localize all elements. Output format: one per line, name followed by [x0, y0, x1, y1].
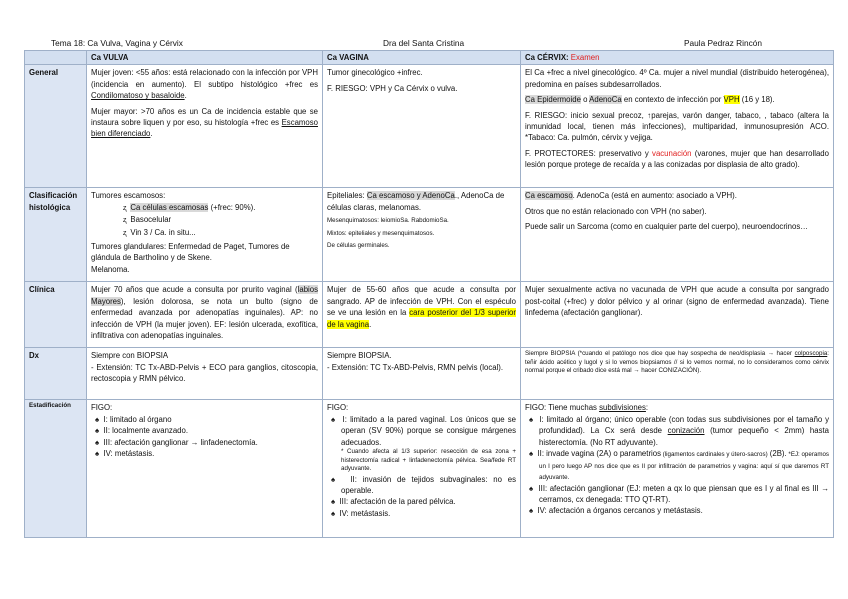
table-row-dx: [25, 348, 834, 400]
table-row-general: [25, 65, 834, 188]
cell-general-vulva: Mujer joven: <55 años: está relacionado con la infección por VPH (incidencia en aumento). El subtipo histológico +frec es Condilomatoso y basaloide. Mujer mayor: >70 años es un Ca de incidencia estable que se instaura sobre liquen y por eso, su histología +frec es Escamoso bien diferenciado.: [87, 65, 323, 188]
list-item: ♠ I: limitado a la pared vaginal. Los únicos que se operan (SV 90%) porque se consigue márgenes adecuados.: [331, 414, 516, 447]
list-item: ♠ IV: metástasis.: [331, 508, 391, 518]
cell-clinica-vulva: Mujer 70 años que acude a consulta por prurito vaginal (labios Mayores), lesión dolorosa, se nota un bulto (signo de enfermedad avanzada por adenopatías inguinales). AP: no infección de VPH (la mujer joven). EF: lesión ulcerada, exofítica, infiltrativa con adenopatías inguinales.: [87, 282, 323, 348]
cell-clinica-vagina: Mujer de 55-60 años que acude a consulta por sangrado. AP de infección de VPH. Con el espéculo se ve una lesión en la cara posterior del 1/3 superior de la vagina.: [323, 282, 521, 348]
column-header-vagina: Ca VAGINA: [323, 51, 521, 65]
list-item: ♠ II: invade vagina (2A) o parametrios (ligamentos cardinales y útero-sacros) (2B). *EJ: operamos un I pero luego AP nos dice que es II por infiltración de parametrios y vagina: aquí sí que daremos RT adyuvante.: [529, 449, 830, 482]
table-row-clasificacion: [25, 188, 834, 282]
row-label-clasificacion: Clasificación histológica: [25, 188, 87, 282]
cell-general-cervix: El Ca +frec a nivel ginecológico. 4º Ca. mujer a nivel mundial (distribuido heterogénea), predomina en países subdesarrollados. Ca Epidermoide o AdenoCa en contexto de infección por VPH (16 y 18). F. RIESGO: inicio sexual precoz, ↑parejas, varón danger, tabaco, , tabaco (altera la inmunidad local, tienen más infecciones), multiparidad, inmunosupresión ACO. *Tabaco: Ca. pulmón, cérvix y vejiga. F. PROTECTORES: preservativo y vacunación (varones, mujer que han desarrollado lesión porque protege de recaída y a las conizadas por displasia de alto grado).: [521, 65, 834, 188]
cell-dx-vulva: Siempre con BIOPSIA - Extensión: TC Tx-ABD-Pelvis + ECO para ganglios, citoscopia, rectoscopia y RMN pélvico.: [87, 348, 323, 400]
row-label-general: General: [25, 65, 87, 188]
exam-tag: Examen: [570, 53, 600, 62]
cell-estadificacion-cervix: FIGO: Tiene muchas subdivisiones: ♠ I: limitado al órgano; único operable (con todas sus subdivisiones por el tamaño y profundidad). La Cx será desde conización (tumor pequeño < 2mm) hasta histerectomía. (No RT adyuvante). ♠ II: invade vagina (2A) o parametrios (ligamentos cardinales y útero-sacros) (2B). *EJ: operamos un I pero luego AP nos dice que es II por infiltración de parametrios y vagina: aquí sí que daremos RT adyuvante. ♠ III: afectación ganglionar (EJ: meten a qx lo que piensan que es I y al final es III → cerramos, cx denegada: TTO QT-RT). ♠ IV: afectación a órganos cercanos y metástasis.: [521, 400, 834, 538]
list-item: ʐ Basocelular: [123, 215, 172, 225]
cell-clasificacion-vagina: Epiteliales: Ca escamoso y AdenoCa., AdenoCa de células claras, melanomas. Mesenquimatosos: leiomioSa. RabdomioSa. Mixtos: epiteliales y mesenquimatosos. De células germinales.: [323, 188, 521, 282]
row-label-estadificacion: Estadificación: [25, 400, 87, 538]
cell-general-vagina: Tumor ginecológico +infrec. F. RIESGO: VPH y Ca Cérvix o vulva.: [323, 65, 521, 188]
row-label-clinica: Clínica: [25, 282, 87, 348]
cell-estadificacion-vulva: FIGO: ♠ I: limitado al órgano ♠ II: localmente avanzado. ♠ III: afectación ganglionar → linfadenectomía. ♠ IV: metástasis.: [87, 400, 323, 538]
cell-clinica-cervix: Mujer sexualmente activa no vacunada de VPH que acude a consulta por sangrado post-coital (+frec) y dolor pélvico y al orinar (signo de enfermedad avanzada). Tiene linfedema (afectación ganglionar).: [521, 282, 834, 348]
table-row-clinica: [25, 282, 834, 348]
table-row-estadificacion: [25, 400, 834, 538]
list-item: ♠ III: afectación ganglionar (EJ: meten a qx lo que piensan que es I y al final es III → cerramos, cx denegada: TTO QT-RT).: [529, 483, 829, 504]
header-professor: Dra del Santa Cristina: [383, 38, 465, 48]
list-item: ♠ III: afectación de la pared pélvica.: [331, 497, 456, 507]
cell-dx-cervix: Siempre BIOPSIA (*cuando el patólogo nos dice que hay sospecha de neo/displasia → hacer colposcopia: teñir ácido acético y lugol y si lo vemos biopsiamos // si lo vemos normal, no lo consideramos como cérvix normal porque el cribado dice está mal → hacer CONIZACIÓN).: [521, 348, 834, 400]
list-item: ♠ IV: metástasis.: [95, 449, 155, 459]
list-item: ʐ Ca células escamosas (+frec: 90%).: [123, 202, 256, 212]
table-header-row: [25, 51, 834, 65]
column-header-vulva: Ca VULVA: [87, 51, 323, 65]
header-topic: Tema 18: Ca Vulva, Vagina y Cérvix: [51, 38, 183, 48]
row-label-dx: Dx: [25, 348, 87, 400]
comparison-table: [24, 50, 834, 538]
list-note: * Cuando afecta al 1/3 superior: resección de esa zona + histerectomía radical + linfadenectomía pélvica. Sea/fede RT adyuvante.: [341, 448, 516, 473]
list-item: ♠ II: invasión de tejidos subvaginales: no es operable.: [331, 474, 516, 495]
cell-dx-vagina: Siempre BIOPSIA. - Extensión: TC Tx-ABD-Pelvis, RMN pelvis (local).: [323, 348, 521, 400]
corner-cell: [25, 51, 87, 65]
cell-clasificacion-cervix: Ca escamoso. AdenoCa (está en aumento: asociado a VPH). Otros que no están relacionado con VPH (no saber). Puede salir un Sarcoma (como en cualquier parte del cuerpo), neuroendocrinos…: [521, 188, 834, 282]
header-author: Paula Pedraz Rincón: [684, 38, 762, 48]
list-item: ʐ Vin 3 / Ca. in situ...: [123, 227, 196, 237]
list-item: ♠ I: limitado al órgano: [95, 414, 172, 424]
column-header-cervix-label: Ca CÉRVIX:: [525, 53, 569, 62]
column-header-cervix: [521, 51, 834, 65]
list-item: ♠ IV: afectación a órganos cercanos y metástasis.: [529, 506, 703, 516]
list-item: ♠ III: afectación ganglionar → linfadenectomía.: [95, 437, 258, 447]
list-item: ♠ II: localmente avanzado.: [95, 426, 189, 436]
cell-estadificacion-vagina: FIGO: ♠ I: limitado a la pared vaginal. Los únicos que se operan (SV 90%) porque se consigue márgenes adecuados. * Cuando afecta al 1/3 superior: resección de esa zona + histerectomía radical + linfadenectomía pélvica. Sea/fede RT adyuvante. ♠ II: invasión de tejidos subvaginales: no es operable. ♠ III: afectación de la pared pélvica. ♠ IV: metástasis.: [323, 400, 521, 538]
list-item: ♠ I: limitado al órgano; único operable (con todas sus subdivisiones por el tamaño y profundidad). La Cx será desde conización (tumor pequeño < 2mm) hasta histerectomía. (No RT adyuvante).: [529, 414, 829, 447]
cell-clasificacion-vulva: Tumores escamosos: ʐ Ca células escamosas (+frec: 90%). ʐ Basocelular ʐ Vin 3 / Ca. in situ... Tumores glandulares: Enfermedad de Paget, Tumores de glándula de Bartholino y de Skene. Melanoma.: [87, 188, 323, 282]
